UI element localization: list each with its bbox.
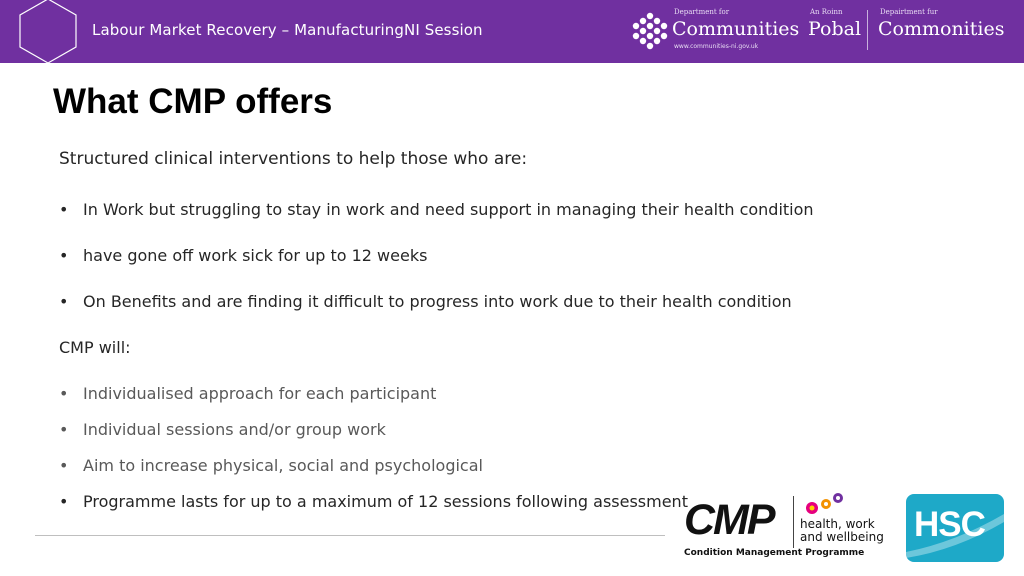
- list-item: [59, 292, 792, 311]
- bullet-icon: •: [59, 420, 69, 439]
- dfc-small-text: Department for: [674, 8, 730, 16]
- hsc-logo: [906, 494, 1004, 562]
- list-item: [59, 384, 436, 403]
- list-item: [59, 456, 483, 475]
- bullet-text: In Work but struggling to stay in work and need support in managing their health condition: [83, 200, 814, 219]
- list-item: [59, 420, 386, 439]
- cmp-subtitle: Condition Management Programme: [684, 548, 865, 558]
- bullet-text: On Benefits and are finding it difficult to progress into work due to their health condition: [83, 292, 792, 311]
- list-item: [59, 200, 814, 219]
- flower-icon: [802, 490, 850, 518]
- dept-logo: [878, 10, 1018, 54]
- bullet-text: Programme lasts for up to a maximum of 12 sessions following assessment: [83, 492, 688, 511]
- bullet-text: have gone off work sick for up to 12 weeks: [83, 246, 428, 265]
- dots-logo-icon: [632, 12, 668, 52]
- hsc-text: HSC: [914, 505, 985, 544]
- slide-title: What CMP offers: [53, 82, 333, 121]
- cmp-logo-divider: [793, 496, 794, 548]
- bullet-icon: •: [59, 492, 69, 511]
- cmp-mark: CMP: [684, 496, 774, 544]
- bullet-icon: •: [59, 292, 69, 311]
- footer-divider: [35, 535, 665, 536]
- cmp-tagline: health, work and wellbeing: [800, 517, 884, 544]
- header-title: Labour Market Recovery – ManufacturingNI Session: [92, 21, 483, 39]
- cmp-logo: [680, 490, 895, 562]
- bullet-icon: •: [59, 384, 69, 403]
- dfc-name: Communities: [672, 18, 800, 40]
- header-bar: [0, 0, 1024, 63]
- bullet-text: Individual sessions and/or group work: [83, 420, 386, 439]
- list-item: [59, 246, 427, 265]
- intro-text: Structured clinical interventions to help those who are:: [59, 149, 528, 169]
- bullet-icon: •: [59, 246, 69, 265]
- dept-small-text: Depairtment fur: [880, 8, 938, 16]
- pobal-logo: [808, 10, 866, 54]
- bullet-text: Aim to increase physical, social and psychological: [83, 456, 483, 475]
- bullet-icon: •: [59, 200, 69, 219]
- logo-divider: [867, 10, 868, 50]
- dfc-url: www.communities-ni.gov.uk: [674, 43, 759, 50]
- dept-name: Commonities: [878, 18, 1005, 40]
- list-item: [59, 492, 688, 511]
- pobal-small-text: An Roinn: [810, 8, 843, 16]
- hexagon-icon: [18, 0, 78, 63]
- bullet-text: Individualised approach for each participant: [83, 384, 437, 403]
- bullet-icon: •: [59, 456, 69, 475]
- cmp-will-label: CMP will:: [59, 338, 131, 357]
- pobal-name: Pobal: [808, 18, 862, 40]
- dfc-logo: [632, 8, 800, 54]
